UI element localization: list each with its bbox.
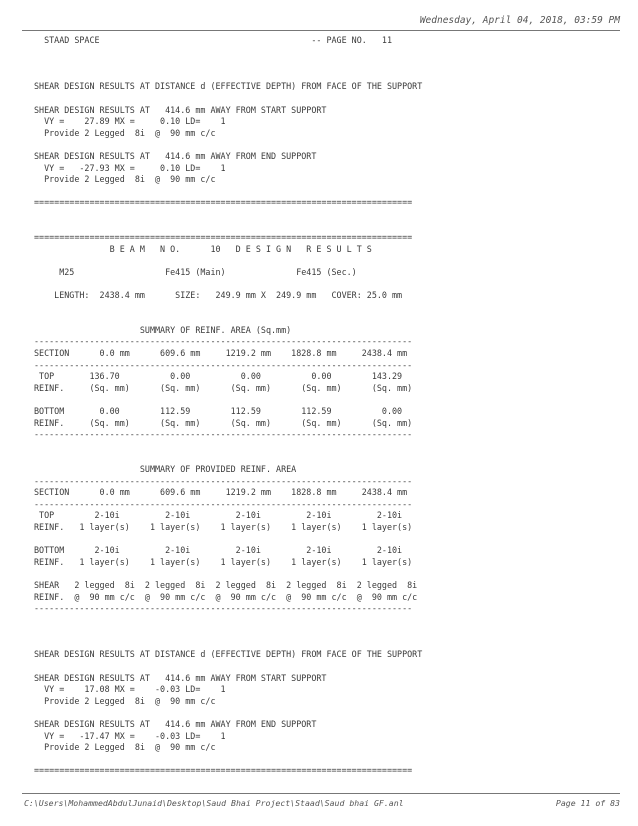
report-line: [34, 615, 422, 627]
report-line: SUMMARY OF PROVIDED REINF. AREA: [34, 463, 297, 474]
report-line: REINF. (Sq. mm) (Sq. mm) (Sq. mm) (Sq. mm) (Sq. mm): [34, 382, 413, 393]
report-line: M25 Fe415 (Main) Fe415 (Sec.): [34, 266, 357, 277]
report-line: Provide 2 Legged 8i @ 90 mm c/c: [34, 174, 216, 185]
report-line: [34, 534, 422, 546]
report-line: [34, 452, 422, 464]
report-line: ---------------------------------------------------------------------------: [34, 603, 413, 614]
report-line: [34, 661, 422, 673]
report-line: ---------------------------------------------------------------------------: [34, 498, 413, 509]
report-line: SUMMARY OF REINF. AREA (Sq.mm): [34, 324, 292, 335]
report-line: [34, 754, 422, 766]
report-line: VY = -17.47 MX = -0.03 LD= 1: [34, 730, 226, 741]
report-line: SHEAR DESIGN RESULTS AT 414.6 mm AWAY FROM END SUPPORT: [34, 719, 317, 730]
report-line: REINF. @ 90 mm c/c @ 90 mm c/c @ 90 mm c/c @ 90 mm c/c @ 90 mm c/c: [34, 591, 418, 602]
report-line: [34, 394, 422, 406]
report-line: [34, 441, 422, 453]
report-line: ---------------------------------------------------------------------------: [34, 336, 413, 347]
report-line: STAAD SPACE -- PAGE NO. 11: [34, 35, 392, 45]
report-line: Provide 2 Legged 8i @ 90 mm c/c: [34, 127, 216, 138]
report-line: [34, 568, 422, 580]
report-line: [34, 221, 422, 233]
report-line: SHEAR DESIGN RESULTS AT DISTANCE d (EFFECTIVE DEPTH) FROM FACE OF THE SUPPORT: [34, 649, 423, 660]
report-line: SHEAR DESIGN RESULTS AT 414.6 mm AWAY FROM START SUPPORT: [34, 672, 327, 683]
report-line: [34, 626, 422, 638]
report-line: LENGTH: 2438.4 mm SIZE: 249.9 mm X 249.9 mm COVER: 25.0 mm: [34, 290, 403, 301]
report-line: VY = 27.89 MX = 0.10 LD= 1: [34, 116, 226, 127]
report-line: [34, 255, 422, 267]
report-line: [34, 209, 422, 221]
report-line: ---------------------------------------------------------------------------: [34, 359, 413, 370]
report-line: [34, 302, 422, 314]
report-line: SHEAR DESIGN RESULTS AT 414.6 mm AWAY FROM START SUPPORT: [34, 104, 327, 115]
report-line: [34, 638, 422, 650]
report-line: [34, 93, 422, 105]
report-line: [34, 186, 422, 198]
report-line: REINF. 1 layer(s) 1 layer(s) 1 layer(s) 1 layer(s) 1 layer(s): [34, 521, 413, 532]
report-line: BOTTOM 0.00 112.59 112.59 112.59 0.00: [34, 406, 403, 416]
report-line: ===========================================================================: [34, 197, 413, 208]
report-line: [34, 278, 422, 290]
report-line: SECTION 0.0 mm 609.6 mm 1219.2 mm 1828.8 mm 2438.4 mm: [34, 487, 408, 498]
report-line: SECTION 0.0 mm 609.6 mm 1219.2 mm 1828.8 mm 2438.4 mm: [34, 348, 408, 359]
report-line: VY = 17.08 MX = -0.03 LD= 1: [34, 684, 226, 695]
report-line: SHEAR DESIGN RESULTS AT 414.6 mm AWAY FROM END SUPPORT: [34, 150, 317, 161]
print-datetime: Wednesday, April 04, 2018, 03:59 PM: [419, 15, 620, 26]
report-body: [34, 35, 422, 777]
report-line: SHEAR DESIGN RESULTS AT DISTANCE d (EFFECTIVE DEPTH) FROM FACE OF THE SUPPORT: [34, 81, 423, 92]
header-rule: [22, 30, 620, 31]
report-line: REINF. (Sq. mm) (Sq. mm) (Sq. mm) (Sq. mm) (Sq. mm): [34, 417, 413, 428]
report-line: [34, 58, 422, 70]
report-line: REINF. 1 layer(s) 1 layer(s) 1 layer(s) 1 layer(s) 1 layer(s): [34, 556, 413, 567]
report-line: [34, 139, 422, 151]
report-line: B E A M N O. 10 D E S I G N R E S U L T S: [34, 243, 372, 254]
report-line: [34, 707, 422, 719]
report-line: TOP 2-10i 2-10i 2-10i 2-10i 2-10i: [34, 510, 403, 521]
report-line: VY = -27.93 MX = 0.10 LD= 1: [34, 162, 226, 173]
report-line: TOP 136.70 0.00 0.00 0.00 143.29: [34, 371, 403, 382]
report-line: Provide 2 Legged 8i @ 90 mm c/c: [34, 742, 216, 753]
report-line: [34, 313, 422, 325]
page-number: Page 11 of 83: [555, 798, 620, 808]
footer-rule: [22, 793, 620, 794]
report-line: Provide 2 Legged 8i @ 90 mm c/c: [34, 695, 216, 706]
report-line: ---------------------------------------------------------------------------: [34, 429, 413, 440]
report-line: SHEAR 2 legged 8i 2 legged 8i 2 legged 8i 2 legged 8i 2 legged 8i: [34, 579, 418, 590]
report-line: ===========================================================================: [34, 765, 413, 776]
report-line: [34, 47, 422, 59]
file-path: C:\Users\MohammedAbdulJunaid\Desktop\Saud Bhai Project\Staad\Saud bhai GF.anl: [24, 798, 404, 808]
report-line: BOTTOM 2-10i 2-10i 2-10i 2-10i 2-10i: [34, 545, 403, 556]
report-line: [34, 70, 422, 82]
report-line: ---------------------------------------------------------------------------: [34, 475, 413, 486]
report-line: ===========================================================================: [34, 232, 413, 243]
